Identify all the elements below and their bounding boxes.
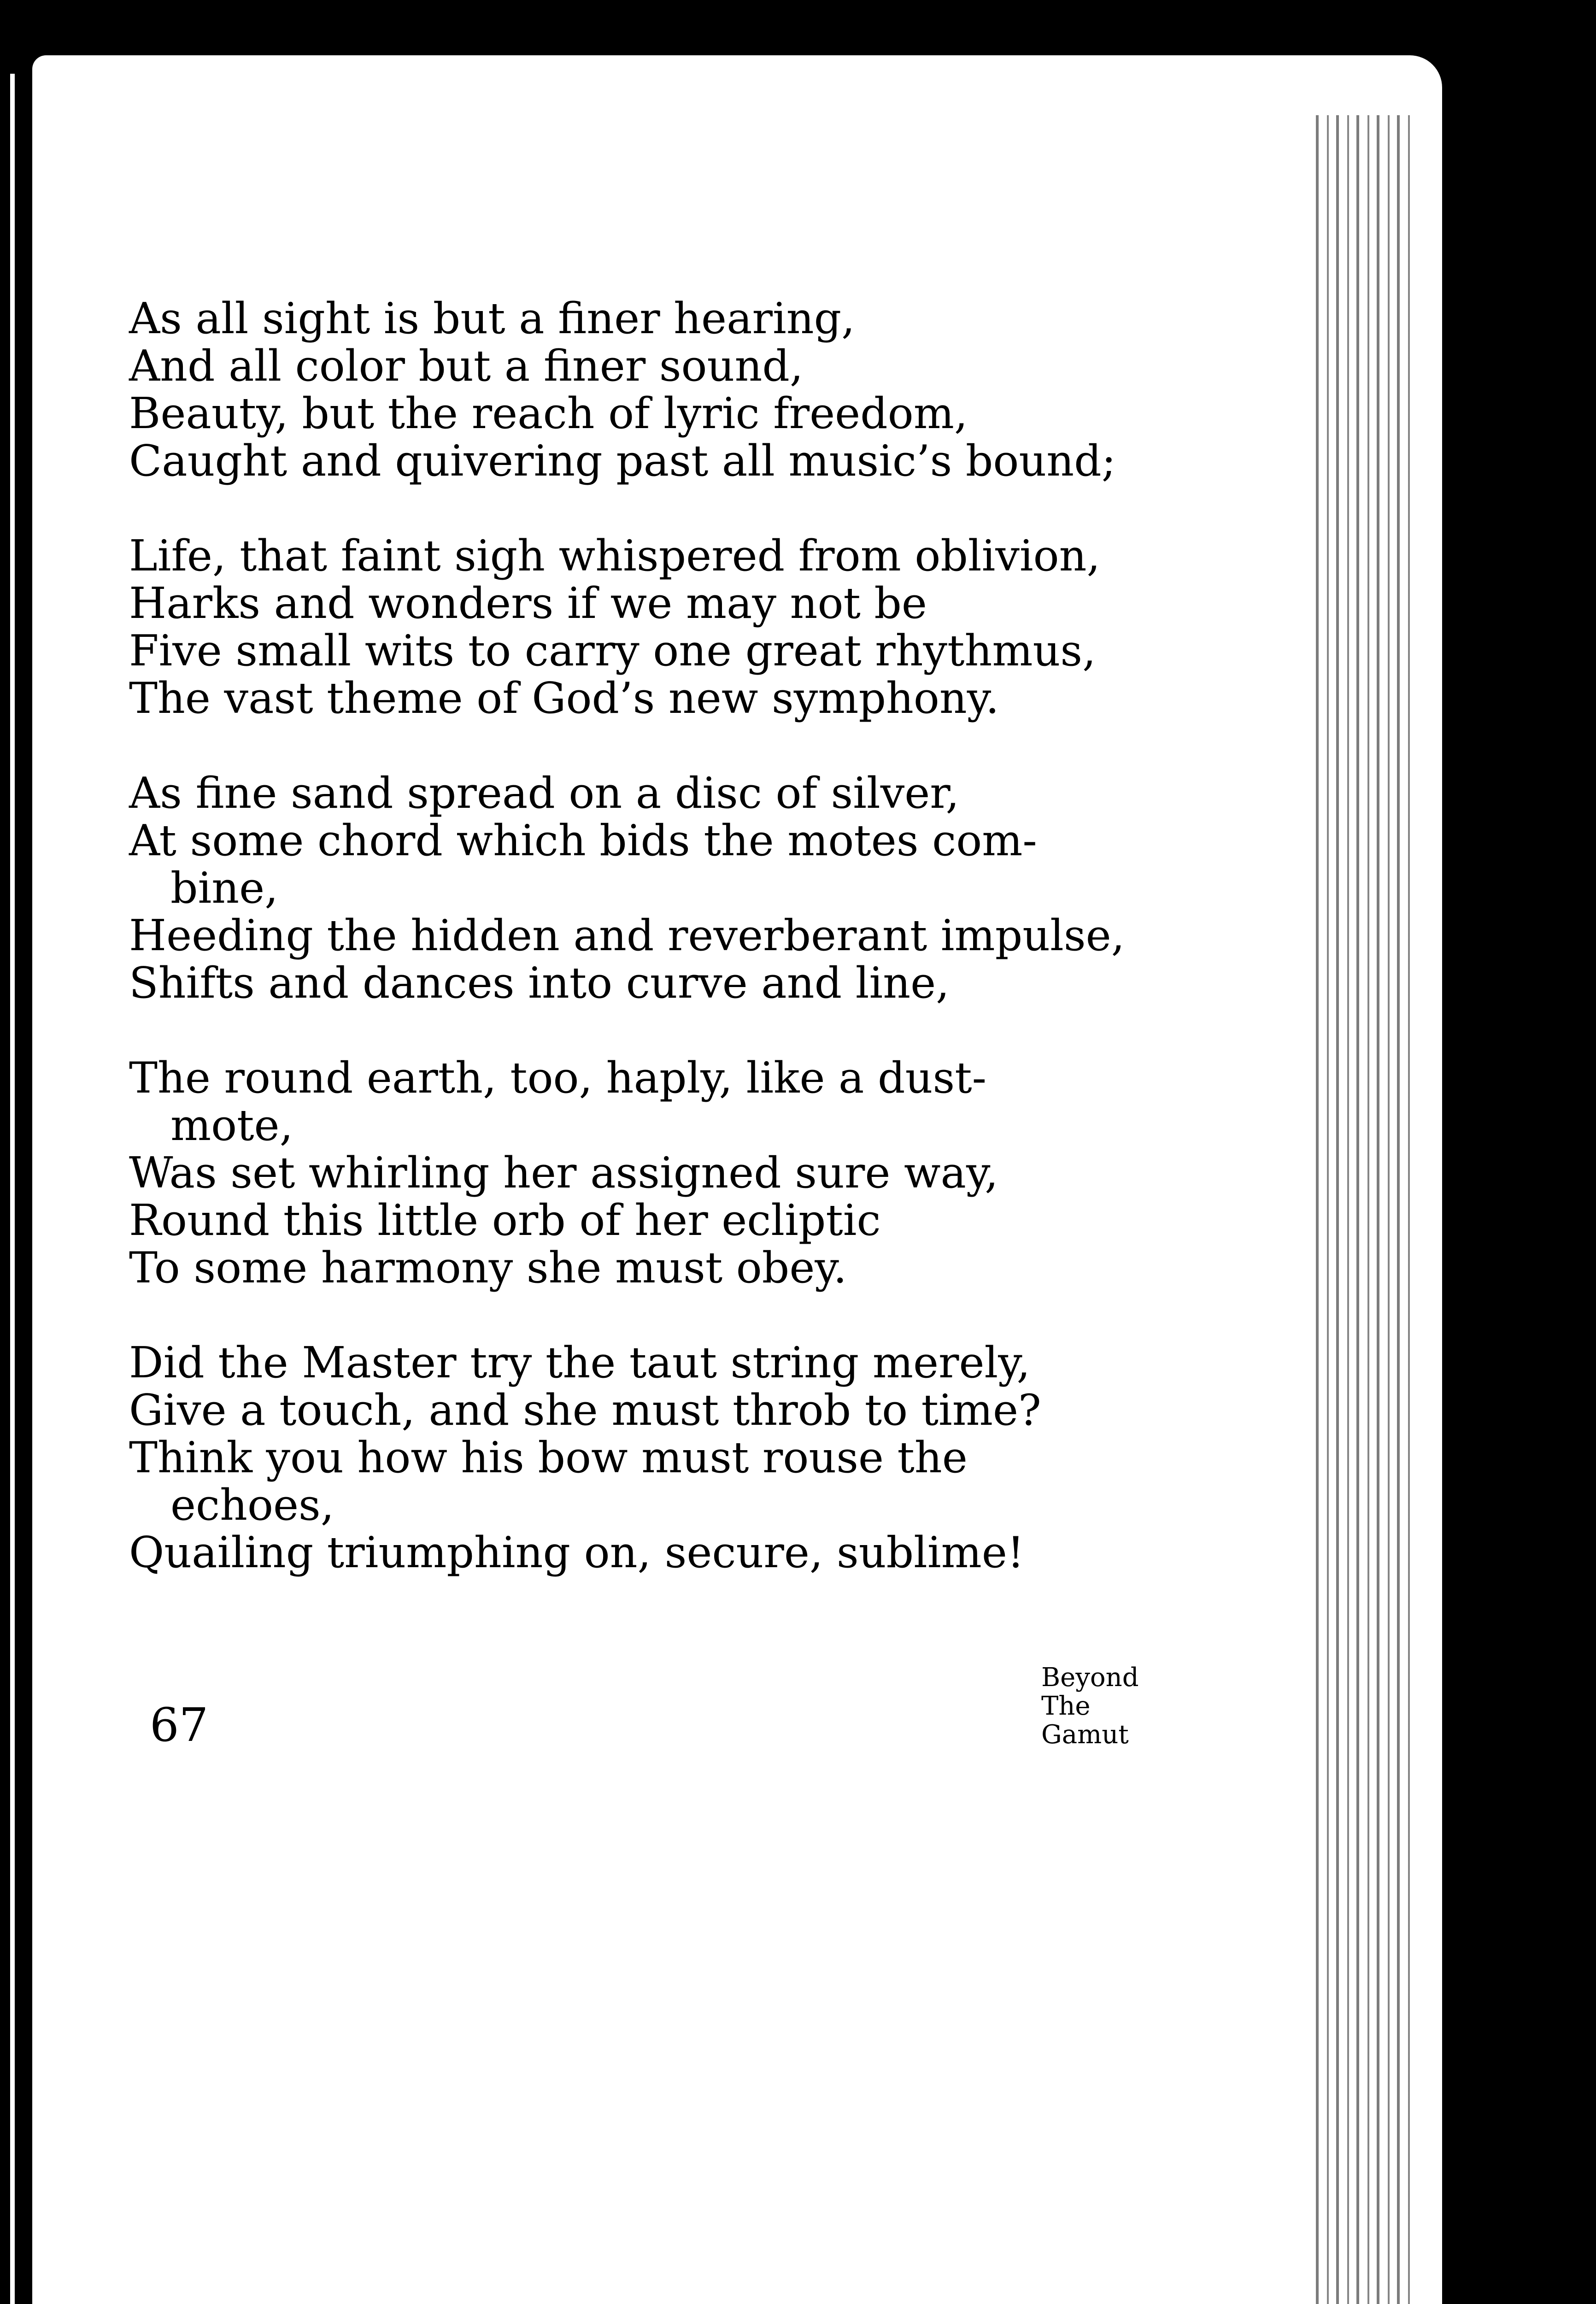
fore-edge [1308, 115, 1410, 2304]
poem-line: The round earth, too, haply, like a dust- [129, 1053, 986, 1103]
poem-line-continuation: mote, [170, 1100, 293, 1150]
poem-line: The vast theme of God’s new symphony. [129, 673, 999, 723]
poem-line: And all color but a finer sound, [129, 341, 804, 391]
poem-line: Harks and wonders if we may not be [129, 578, 927, 628]
poem-line: To some harmony she must obey. [129, 1243, 847, 1293]
poem-line: Heeding the hidden and reverberant impulse, [129, 911, 1125, 960]
poem-line: Give a touch, and she must throb to time? [129, 1385, 1041, 1435]
poem-line: Caught and quivering past all music’s bound; [129, 436, 1116, 486]
poem-line: At some chord which bids the motes com- [129, 816, 1037, 865]
stanza-1 [129, 295, 1189, 485]
poem-line: As fine sand spread on a disc of silver, [129, 768, 960, 818]
poem-line: Five small wits to carry one great rhythmus, [129, 626, 1096, 676]
stanza-5 [129, 1339, 1189, 1576]
stanza-4 [129, 1054, 1189, 1292]
stanza-3 [129, 770, 1189, 1007]
poem-line: Round this little orb of her ecliptic [129, 1195, 881, 1245]
page-edge-left [0, 0, 25, 2304]
poem-line: As all sight is but a finer hearing, [129, 294, 855, 343]
stanza-2 [129, 532, 1189, 722]
poem [129, 295, 1189, 1624]
poem-line: Was set whirling her assigned sure way, [129, 1148, 998, 1198]
running-title-line: Beyond [1041, 1663, 1139, 1693]
poem-line: Think you how his bow must rouse the [129, 1433, 968, 1482]
running-title [1041, 1663, 1139, 1749]
poem-line: Life, that faint sigh whispered from oblivion, [129, 531, 1101, 581]
poem-line: Beauty, but the reach of lyric freedom, [129, 388, 968, 438]
book-page [32, 55, 1442, 2304]
poem-line: Shifts and dances into curve and line, [129, 958, 950, 1008]
poem-line-continuation: bine, [170, 863, 278, 913]
page-number: 67 [150, 1698, 209, 1752]
running-title-line: The [1041, 1691, 1091, 1721]
poem-line: Did the Master try the taut string merely, [129, 1338, 1031, 1387]
running-title-line: Gamut [1041, 1720, 1129, 1750]
poem-line-continuation: echoes, [170, 1480, 334, 1530]
poem-line: Quailing triumphing on, secure, sublime! [129, 1528, 1025, 1577]
